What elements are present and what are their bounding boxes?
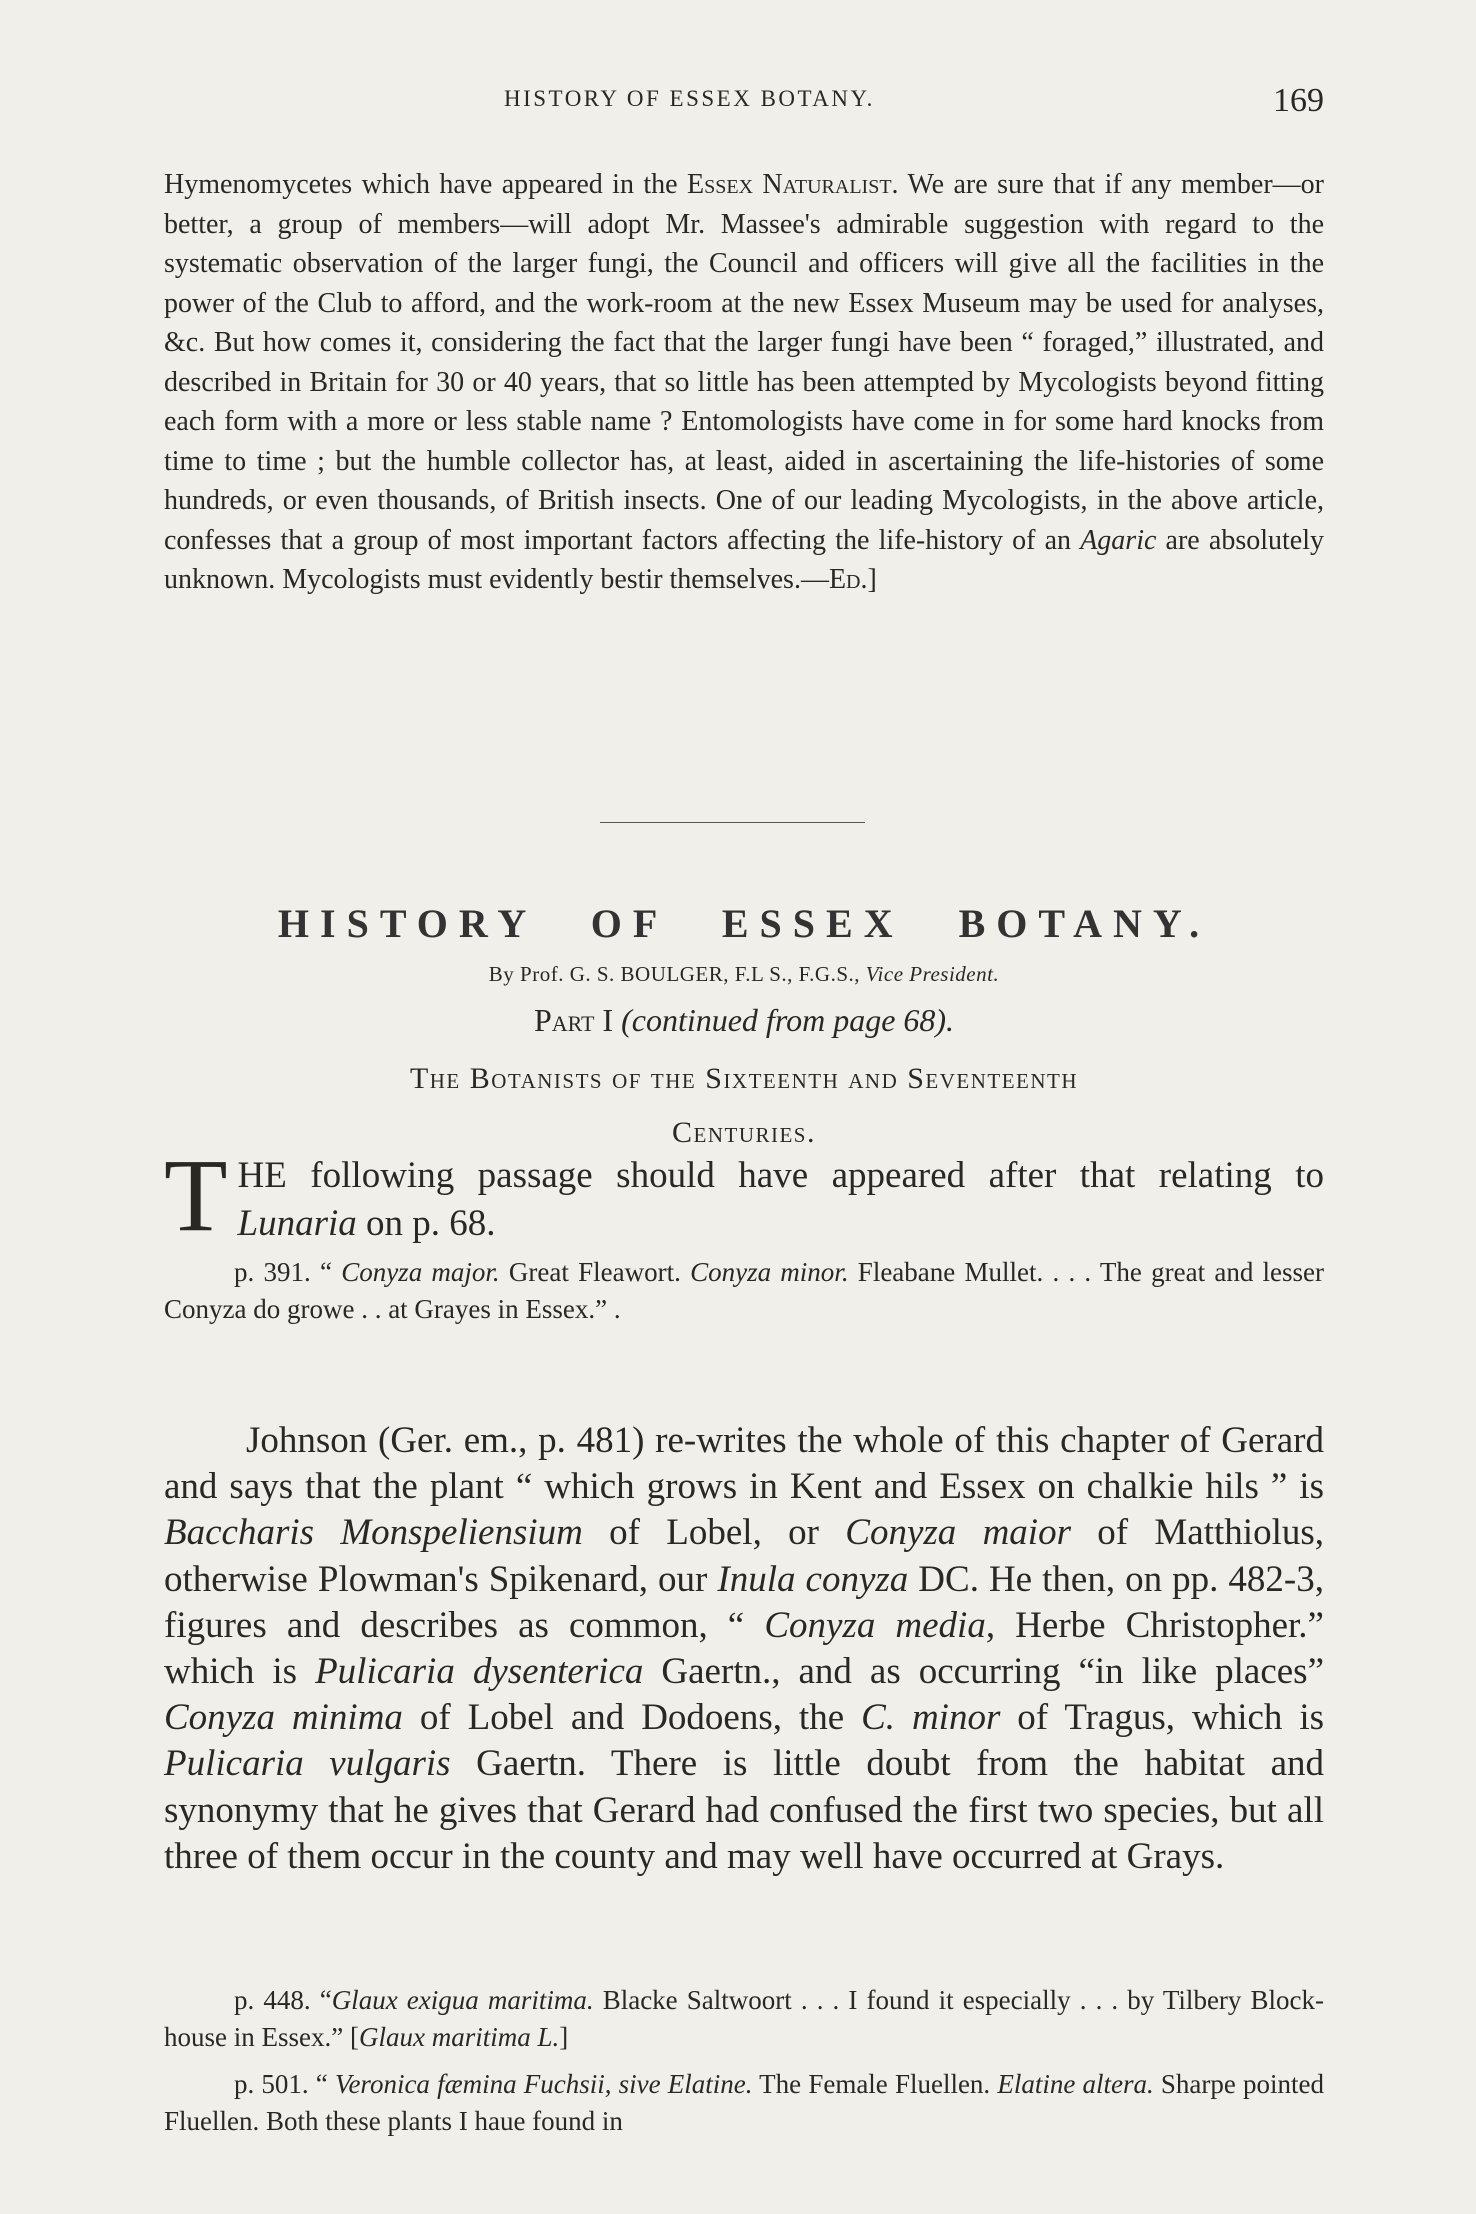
part-continuation: (continued from page 68). — [621, 1002, 955, 1038]
genus-name: Agaric — [1080, 524, 1157, 556]
editor-note-paragraph — [164, 165, 1324, 600]
text-run: DC. He then, on pp. 482-3, figures and describes as common, “ — [164, 1558, 1324, 1646]
section-heading-line: The Botanists of the Sixteenth and Seventeenth — [409, 1062, 1079, 1095]
text-run: Hymenomycetes which have appeared in the — [164, 169, 687, 200]
journal-name: Essex Naturalist — [687, 169, 892, 200]
running-head — [164, 82, 1324, 126]
text-run: Gaertn. There is little doubt from the habitat and synonymy that he gives that Gerard had confused the first two species, but all three of them occur in the county and may well have occurred at Grays. — [164, 1743, 1324, 1877]
byline-author: By Prof. G. S. BOULGER, F.L S., F.G.S., — [488, 962, 866, 986]
text-run: ] — [867, 564, 877, 595]
species-name: Conyza minima — [164, 1697, 403, 1739]
text-run: Fleabane Mullet. . . . The great and lesser Conyza do growe . . at Grayes in Essex.” . — [164, 1257, 1325, 1324]
quotation-p391 — [164, 1254, 1324, 1328]
species-name: Conyza major. — [341, 1257, 500, 1287]
text-run: are absolutely unknown. Mycologists must evidently bestir themselves.— — [164, 524, 1324, 595]
text-run: The Female Fluellen. — [752, 2069, 998, 2099]
genus-name: Lunaria — [237, 1203, 357, 1244]
species-name: C. minor — [861, 1697, 1001, 1739]
text-run: HE following passage should have appeared after that relating to — [237, 1155, 1324, 1196]
text-run: Great Fleawort. — [499, 1257, 691, 1287]
section-divider — [600, 822, 865, 823]
body-text — [164, 1418, 1324, 1880]
species-name: Conyza minor. — [690, 1257, 849, 1287]
opening-text — [164, 1138, 1324, 1253]
text-run: on p. 68. — [356, 1203, 496, 1244]
species-name: Veronica fæmina Fuchsii, sive Elatine. — [334, 2069, 753, 2099]
page-number: 169 — [1273, 82, 1324, 119]
text-run: p. 448. “ — [234, 1985, 332, 2015]
drop-cap: T — [164, 1138, 228, 1253]
byline-role: Vice President. — [865, 962, 1000, 986]
text-run: of Matthiolus, otherwise Plowman's Spikenard, our — [164, 1512, 1325, 1600]
quotation-p501 — [164, 2066, 1324, 2140]
article-title: HISTORY OF ESSEX BOTANY. — [277, 901, 1211, 946]
species-name: Baccharis Monspeliensium — [164, 1512, 583, 1554]
species-name: Inula conyza — [717, 1558, 909, 1600]
species-name: Glaux exigua maritima. — [331, 1985, 594, 2015]
species-name: Pulicaria vulgaris — [164, 1743, 451, 1785]
running-head-title: HISTORY OF ESSEX BOTANY. — [504, 86, 875, 111]
quotation-text — [164, 2066, 1324, 2140]
quotation-text — [164, 1254, 1324, 1328]
body-paragraph — [164, 1418, 1324, 1880]
text-run: Blacke Saltwoort . . . I found it especially . . . by Tilbery Block-house in Essex.” [ — [164, 1985, 1324, 2052]
section-heading-line: Centuries. — [671, 1116, 816, 1149]
text-run: of Lobel and Dodoens, the — [402, 1697, 862, 1739]
text-run: ] — [559, 2022, 569, 2052]
species-name: Conyza maior — [845, 1512, 1071, 1554]
text-run: of Tragus, which is — [1000, 1697, 1325, 1739]
text-run: Johnson (Ger. em., p. 481) re-writes the whole of this chapter of Gerard and says that the plant “ which grows in Kent and Essex on chalkie hils ” is — [164, 1420, 1324, 1508]
text-run: , Herbe Christopher.” which is — [164, 1604, 1324, 1693]
text-run: p. 391. “ — [234, 1257, 342, 1287]
editor-signature: Ed. — [828, 564, 868, 595]
text-run: p. 501. “ — [234, 2069, 335, 2099]
species-name: Pulicaria dysenterica — [315, 1651, 644, 1693]
quotation-p448 — [164, 1982, 1324, 2056]
opening-paragraph — [164, 1138, 1324, 1253]
text-run: Sharpe pointed Fluellen. Both these plants I haue found in — [164, 2069, 1325, 2136]
editor-note — [164, 165, 1324, 600]
section-heading — [164, 1052, 1324, 1160]
species-name: Elatine altera. — [997, 2069, 1154, 2099]
text-run: Gaertn., and as occurring “in like places” — [643, 1651, 1324, 1693]
part-label: Part I — [533, 1002, 622, 1038]
article-byline — [164, 962, 1324, 987]
text-run: of Lobel, or — [582, 1512, 846, 1554]
species-name: Glaux maritima L. — [358, 2022, 560, 2052]
part-heading — [164, 1002, 1324, 1039]
text-run: . We are sure that if any member—or better, a group of members—will adopt Mr. Massee's admirable suggestion with regard to the systematic observation of the larger fungi, the Council and officers will give all the facilities in the power of the Club to afford, and the work-room at the new Essex Museum may be used for analyses, &c. But how comes it, considering the fact that the larger fungi have been “ foraged,” illustrated, and described in Britain for 30 or 40 years, that so little has been attempted by Mycologists beyond fitting each form with a more or less stable name ? Entomologists have come in for some hard knocks from time to time ; but the humble collector has, at least, aided in ascertaining the life-histories of some hundreds, or even thousands, of British insects. One of our leading Mycologists, in the above article, confesses that a group of most important factors affecting the life-history of an — [164, 169, 1325, 556]
species-name: Conyza media — [764, 1604, 986, 1646]
quotation-text — [164, 1982, 1324, 2056]
